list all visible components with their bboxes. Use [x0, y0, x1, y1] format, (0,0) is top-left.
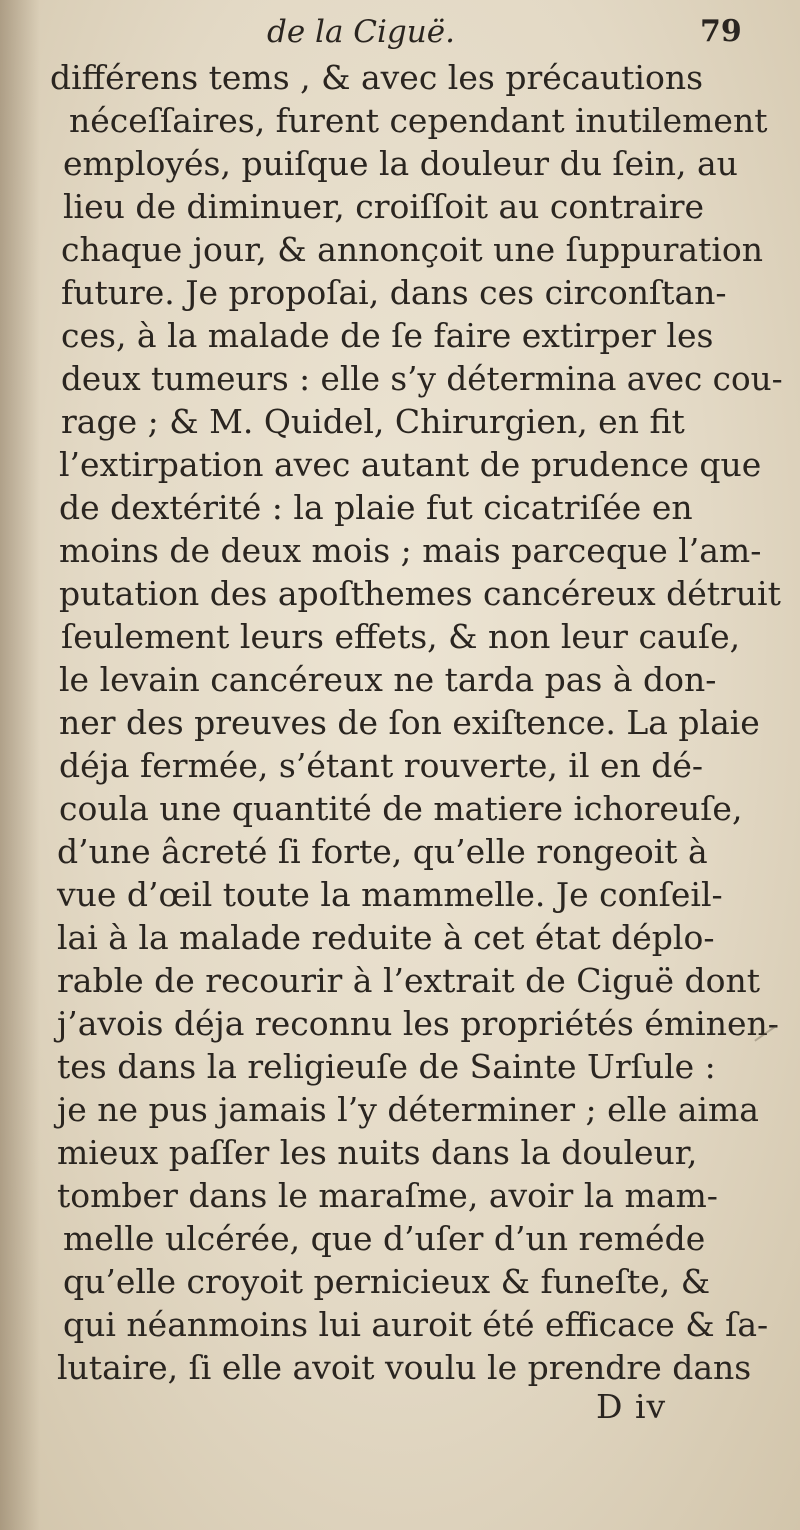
page-header	[0, 14, 800, 54]
text-line-14: ſeulement leurs effets, & non leur cauſe,	[61, 617, 741, 656]
text-line-13: putation des apoſthemes cancéreux détruit	[59, 574, 781, 613]
text-line-27: tomber dans le maraſme, avoir la mam-	[57, 1176, 718, 1215]
text-line-3: employés, puiſque la douleur du ſein, au	[63, 144, 738, 183]
text-line-11: de dextérité : la plaie fut cicatriſée en	[59, 488, 693, 527]
text-line-24: tes dans la religieuſe de Sainte Urſule :	[57, 1047, 716, 1086]
text-line-22: rable de recourir à l’extrait de Ciguë dont	[57, 961, 761, 1000]
text-line-7: ces, à la malade de ſe faire extirper les	[61, 316, 714, 355]
text-line-12: moins de deux mois ; mais parceque l’am-	[59, 531, 762, 570]
text-line-19: d’une âcreté ſi forte, qu’elle rongeoit à	[57, 832, 708, 871]
text-line-21: lai à la malade reduite à cet état déplo-	[57, 918, 715, 957]
page-number: 79	[700, 14, 742, 49]
text-line-6: future. Je propoſai, dans ces circonſtan-	[61, 273, 727, 312]
text-line-25: je ne pus jamais l’y déterminer ; elle aima	[57, 1090, 759, 1129]
text-line-28: melle ulcérée, que d’uſer d’un reméde	[63, 1219, 706, 1258]
running-title: de la Ciguë.	[267, 14, 455, 50]
text-line-10: l’extirpation avec autant de prudence que	[59, 445, 762, 484]
text-line-4: lieu de diminuer, croiſſoit au contraire	[63, 187, 705, 226]
text-line-20: vue d’œil toute la mammelle. Je conſeil-	[57, 875, 723, 914]
text-line-26: mieux paſſer les nuits dans la douleur,	[57, 1133, 698, 1172]
text-line-8: deux tumeurs : elle s’y détermina avec cou-	[61, 359, 783, 398]
text-line-18: coula une quantité de matiere ichoreuſe,	[59, 789, 743, 828]
gutter-shadow	[0, 0, 40, 1530]
text-line-15: le levain cancéreux ne tarda pas à don-	[59, 660, 717, 699]
text-line-17: déja fermée, s’étant rouverte, il en dé-	[59, 746, 704, 785]
signature-mark: D iv	[596, 1387, 667, 1426]
text-line-1: différens tems , & avec les précautions	[50, 58, 704, 97]
text-line-16: ner des preuves de ſon exiſtence. La plaie	[59, 703, 760, 742]
text-line-2: néceſſaires, furent cependant inutilement	[69, 101, 768, 140]
text-line-31: lutaire, ſi elle avoit voulu le prendre dans	[57, 1348, 752, 1387]
text-line-9: rage ; & M. Quidel, Chirurgien, en fit	[61, 402, 685, 441]
text-line-30: qui néanmoins lui auroit été efficace & ſa-	[63, 1305, 769, 1344]
text-line-29: qu’elle croyoit pernicieux & funeſte, &	[63, 1262, 711, 1301]
text-line-23: j’avois déja reconnu les propriétés éminen-	[57, 1004, 779, 1043]
text-line-5: chaque jour, & annonçoit une ſuppuration	[61, 230, 763, 269]
